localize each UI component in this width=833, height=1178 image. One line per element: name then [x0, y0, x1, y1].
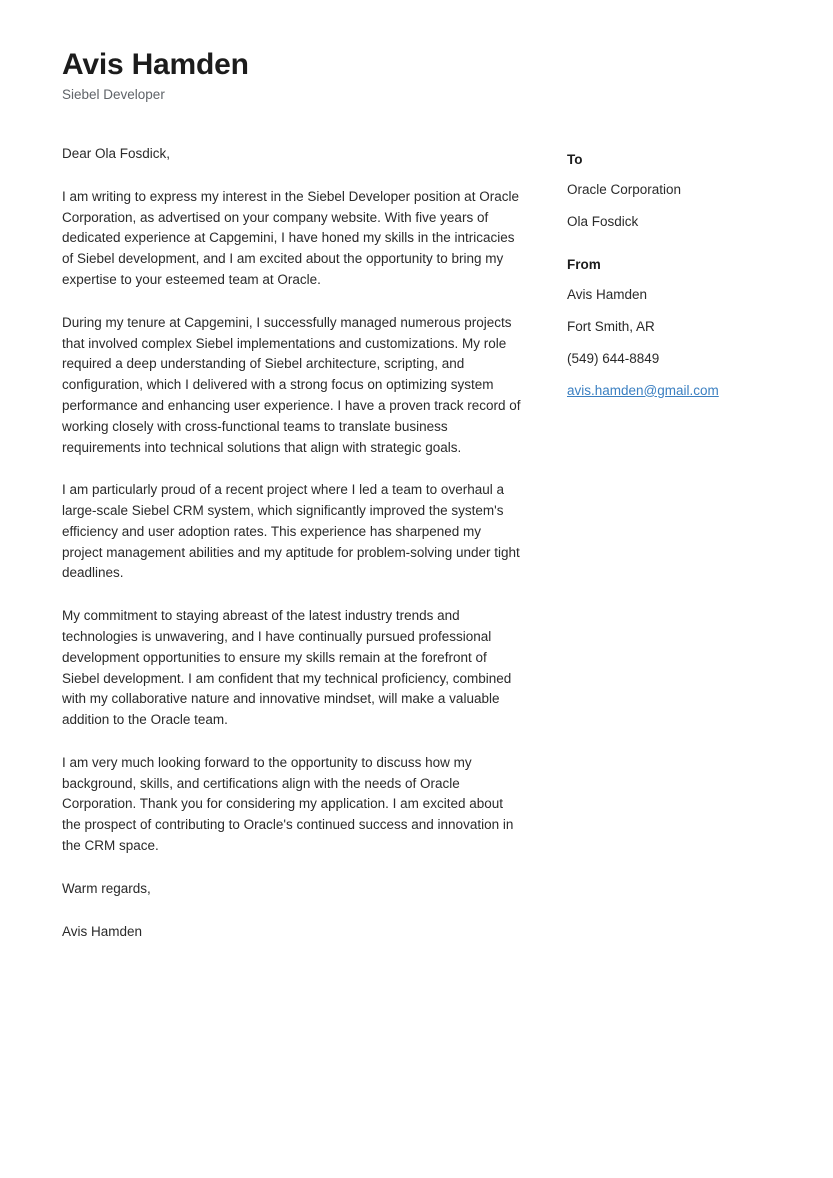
salutation: Dear Ola Fosdick,	[62, 146, 171, 161]
sender-email-link[interactable]: avis.hamden@gmail.com	[567, 382, 719, 398]
sender-phone: (549) 644-8849	[567, 350, 660, 366]
letter-paragraph: I am very much looking forward to the opportunity to discuss how my background, skills, and certifications align with the needs of Oracle Corporation. Thank you for considering my application. I am excited about the prospect of contributing to Oracle's continued success and innovation in the CRM space.	[62, 754, 514, 854]
sender-name: Avis Hamden	[567, 286, 648, 302]
content-columns	[62, 144, 773, 943]
to-heading: To	[567, 152, 583, 167]
sender-block	[567, 257, 773, 402]
closing-line: Warm regards,	[62, 880, 151, 896]
letter-meta-column	[567, 144, 773, 426]
letter-paragraph: I am particularly proud of a recent project where I led a team to overhaul a large-scale Siebel CRM system, which significantly improved the system's efficiency and user adoption rates. This experience has sharpened my project management abilities and my aptitude for problem-solving under tight deadlines.	[62, 482, 520, 581]
letter-header	[62, 48, 773, 102]
letter-paragraph: I am writing to express my interest in the Siebel Developer position at Oracle Corporation, as advertised on your company website. With five years of dedicated experience at Capgemini, I have honed my skills in the intricacies of Siebel development, and I am excited about the opportunity to bring my expertise to your esteemed team at Oracle.	[62, 188, 519, 288]
recipient-name: Ola Fosdick	[567, 213, 639, 229]
letter-paragraph: During my tenure at Capgemini, I successfully managed numerous projects that involved complex Siebel implementations and customizations. My role required a deep understanding of Siebel architecture, scripting, and configuration, which I delivered with a strong focus on optimizing system performance and enhancing user experience. I have a proven track record of working closely with cross-functional teams to translate business requirements into technical solutions that align with strategic goals.	[62, 314, 521, 455]
signature-name: Avis Hamden	[62, 923, 143, 939]
letter-body-column	[62, 144, 522, 943]
recipient-company: Oracle Corporation	[567, 182, 682, 197]
recipient-block	[567, 152, 773, 233]
job-title: Siebel Developer	[62, 87, 165, 102]
sender-location: Fort Smith, AR	[567, 318, 655, 334]
letter-paragraph: My commitment to staying abreast of the latest industry trends and technologies is unwavering, and I have continually pursued professional development opportunities to ensure my skills remain at the forefront of Siebel development. I am confident that my technical proficiency, combined with my collaborative nature and innovative mindset, will make a valuable addition to the Oracle team.	[62, 608, 512, 728]
from-heading: From	[567, 256, 601, 272]
page-title: Avis Hamden	[62, 48, 249, 81]
